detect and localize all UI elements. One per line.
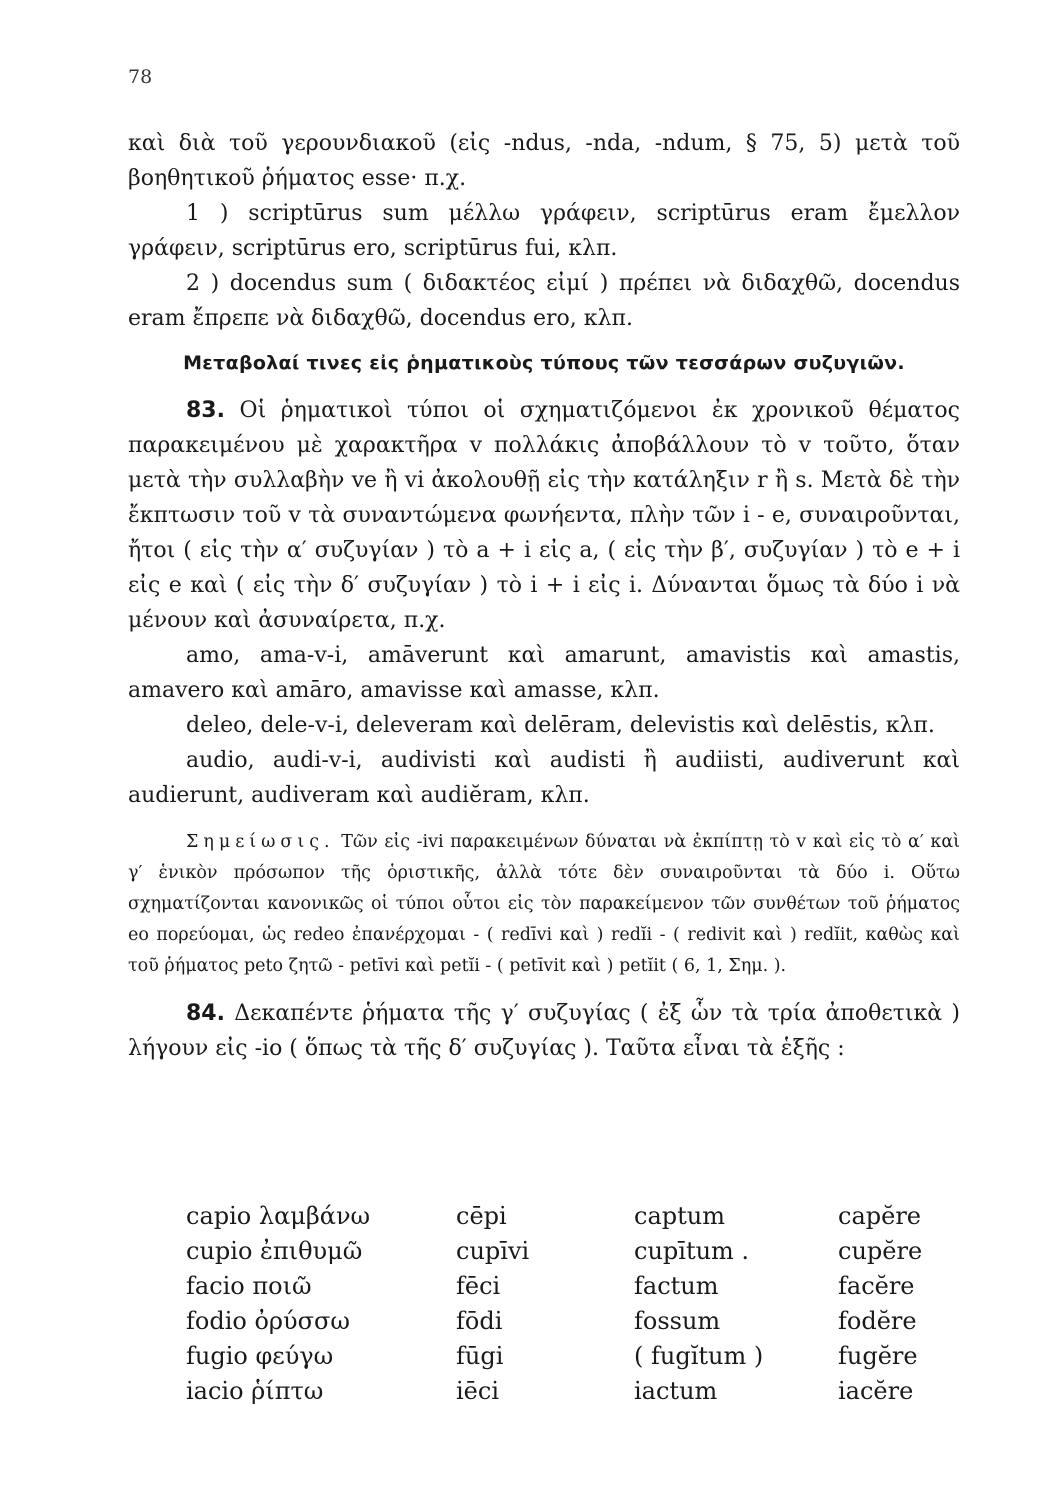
section-84 <box>128 996 960 1066</box>
verb-present: iacio ῥίπτω <box>186 1376 324 1405</box>
verb-perfect: cēpi <box>456 1201 507 1230</box>
note-paragraph <box>128 827 960 982</box>
section-84-text: Δεκαπέντε ῥήματα τῆς γ′ συζυγίας ( ἐξ ὧν τὰ τρία ἀποθετικὰ ) λήγουν εἰς -io ( ὅπως τὰ τῆς δ′ συζυγίας ). Ταῦτα εἶναι τὰ ἑξῆς : <box>128 1001 960 1061</box>
verb-perfect: iēci <box>456 1376 499 1405</box>
section-84-number: 84. <box>186 1001 225 1026</box>
note-label: Σημείωσις. <box>186 832 335 852</box>
verb-perfect: cupīvi <box>456 1236 530 1265</box>
verb-present: fugio φεύγω <box>186 1341 334 1370</box>
verb-perfect: fōdi <box>456 1306 503 1335</box>
verb-perfect: fūgi <box>456 1341 504 1370</box>
verb-supine: iactum <box>634 1376 718 1405</box>
verb-infinitive: iacĕre <box>838 1376 914 1405</box>
verb-supine: fossum <box>634 1306 721 1335</box>
verb-supine: cupītum . <box>634 1236 750 1265</box>
table-row <box>186 1373 926 1408</box>
verb-present: fodio ὀρύσσω <box>186 1306 350 1335</box>
table-row <box>186 1198 926 1233</box>
table-row <box>186 1303 926 1338</box>
page-number: 78 <box>128 66 153 88</box>
verb-supine: ( fugĭtum ) <box>634 1341 764 1370</box>
section-83-text: Οἱ ῥηματικοὶ τύποι οἱ σχηματιζόμενοι ἐκ χρονικοῦ θέματος παρακειμένου μὲ χαρακτῆρα v πολλάκις ἀποβάλλουν τὸ v τοῦτο, ὅταν μετὰ τὴν συλλαβὴν ve ἢ vi ἀκολουθῇ εἰς τὴν κατάληξιν r ἢ s. Μετὰ δὲ τὴν ἔκπτωσιν τοῦ v τὰ συναντώμενα φωνήεντα, πλὴν τῶν i - e, συναιροῦνται, ἤτοι ( εἰς τὴν α′ συζυγίαν ) τὸ a + i εἰς a, ( εἰς τὴν β′, συζυγίαν ) τὸ e + i εἰς e καὶ ( εἰς τὴν δ′ συζυγίαν ) τὸ i + i εἰς i. Δύνανται ὅμως τὰ δύο i νὰ μένουν καὶ ἀσυναίρετα, π.χ. <box>128 398 960 633</box>
verb-table <box>186 1198 926 1408</box>
verb-infinitive: cupĕre <box>838 1236 923 1265</box>
verb-infinitive: facĕre <box>838 1271 915 1300</box>
section-83 <box>128 393 960 638</box>
verb-present: facio ποιῶ <box>186 1271 312 1300</box>
example-audio: audio, audi-v-i, audivisti καὶ audisti ἢ audiisti, audiverunt καὶ audierunt, audiveram καὶ audiĕram, κλπ. <box>128 748 960 808</box>
verb-infinitive: capĕre <box>838 1201 921 1230</box>
verb-infinitive: fugĕre <box>838 1341 918 1370</box>
note-text: Τῶν εἰς -ivi παρακειμένων δύναται νὰ ἐκπίπτῃ τὸ v καὶ εἰς τὸ α′ καὶ γ′ ἑνικὸν πρόσωπον τῆς ὁριστικῆς, ἀλλὰ τότε δὲν συναιροῦνται τὰ δύο i. Οὕτω σχηματίζονται κανονικῶς οἱ τύποι οὗτοι εἰς τὸν παρακείμενον τῶν συνθέτων τοῦ ῥήματος eo πορεύομαι, ὡς redeo ἐπανέρχομαι - ( redīvi καὶ ) redĭi - ( redivit καὶ ) redĭit, καθὼς καὶ τοῦ ῥήματος peto ζητῶ - petīvi καὶ petĭi - ( petīvit καὶ ) petĭit ( 6, 1, Σημ. ). <box>128 832 960 976</box>
example-deleo: deleo, dele-v-i, deleveram καὶ delēram, delevistis καὶ delēstis, κλπ. <box>186 713 935 738</box>
table-row <box>186 1233 926 1268</box>
verb-present: capio λαμβάνω <box>186 1201 371 1230</box>
example-scripturus: 1 ) scriptūrus sum μέλλω γράφειν, scriptūrus eram ἔμελλον γράφειν, scriptūrus ero, scriptūrus fui, κλπ. <box>128 201 960 261</box>
table-row <box>186 1268 926 1303</box>
verb-supine: captum <box>634 1201 725 1230</box>
example-amo: amo, ama-v-i, amāverunt καὶ amarunt, amavistis καὶ amastis, amavero καὶ amāro, amavisse καὶ amasse, κλπ. <box>128 643 960 703</box>
example-docendus: 2 ) docendus sum ( διδακτέος εἰμί ) πρέπει νὰ διδαχθῶ, docendus eram ἔπρεπε νὰ διδαχθῶ, docendus ero, κλπ. <box>128 271 960 331</box>
table-row <box>186 1338 926 1373</box>
section-heading: Μεταβολαί τινες εἰς ῥηματικοὺς τύπους τῶν τεσσάρων συζυγιῶν. <box>183 352 905 374</box>
verb-supine: factum <box>634 1271 719 1300</box>
verb-perfect: fēci <box>456 1271 501 1300</box>
intro-paragraph: καὶ διὰ τοῦ γερουνδιακοῦ (εἰς -ndus, -nda, -ndum, § 75, 5) μετὰ τοῦ βοηθητικοῦ ῥήματος esse· π.χ. <box>128 131 960 191</box>
page-body <box>128 126 960 1066</box>
section-83-number: 83. <box>186 398 225 423</box>
verb-infinitive: fodĕre <box>838 1306 917 1335</box>
verb-present: cupio ἐπιθυμῶ <box>186 1236 363 1265</box>
